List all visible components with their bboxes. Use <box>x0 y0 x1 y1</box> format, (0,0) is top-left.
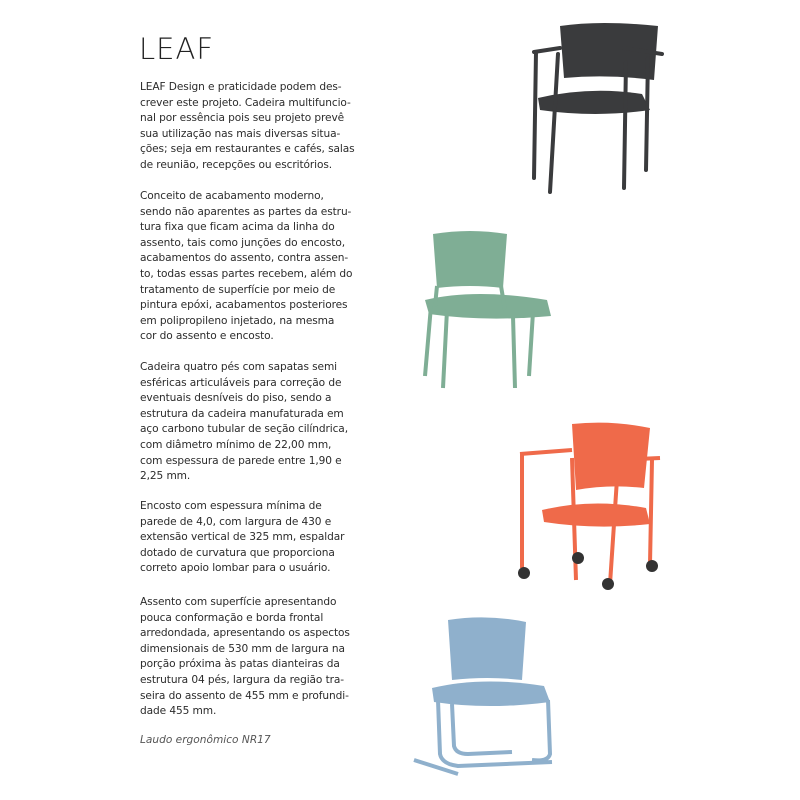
paragraph-line: eventuais desníveis do piso, sendo a <box>140 392 332 405</box>
paragraph-structure <box>140 360 380 485</box>
paragraph-line: esféricas articuláveis para correção de <box>140 376 342 389</box>
paragraph-line: crever este projeto. Cadeira multifuncio- <box>140 96 351 109</box>
paragraph-line: seira do assento de 455 mm e profundi- <box>140 689 349 702</box>
paragraph-line: LEAF Design e praticidade podem des- <box>140 81 342 93</box>
paragraph-seat <box>140 595 380 720</box>
paragraph-line: correto apoio lombar para o usuário. <box>140 562 331 575</box>
paragraph-line: tura fixa que ficam acima da linha do <box>140 221 335 234</box>
paragraph-line: cor do assento e encosto. <box>140 330 274 343</box>
paragraph-line: Assento com superfície apresentando <box>140 596 337 608</box>
paragraph-line: Encosto com espessura mínima de <box>140 500 322 512</box>
paragraph-line: sua utilização nas mais diversas situa- <box>140 127 341 140</box>
paragraph-line: estrutura da cadeira manufaturada em <box>140 407 344 420</box>
chair-image-blue <box>412 614 567 779</box>
paragraph-line: extensão vertical de 325 mm, espaldar <box>140 531 345 544</box>
paragraph-line: com espessura de parede entre 1,90 e <box>140 454 342 467</box>
paragraph-line: em polipropileno injetado, na mesma <box>140 314 335 327</box>
paragraph-line: nal por essência pois seu projeto prevê <box>140 112 345 125</box>
paragraph-line: pouca conformação e borda frontal <box>140 611 324 624</box>
paragraph-line: 2,25 mm. <box>140 470 191 483</box>
chair-image-black <box>520 18 670 198</box>
paragraph-line: Cadeira quatro pés com sapatas semi <box>140 361 338 373</box>
paragraph-line: dotado de curvatura que proporciona <box>140 546 335 559</box>
paragraph-line: com diâmetro mínimo de 22,00 mm, <box>140 438 332 451</box>
paragraph-line: porção próxima às patas dianteiras da <box>140 658 340 671</box>
ergonomic-note: Laudo ergonômico NR17 <box>140 734 271 746</box>
paragraph-intro <box>140 80 380 174</box>
paragraph-line: tratamento de superfície por meio de <box>140 283 336 296</box>
paragraph-line: parede de 4,0, com largura de 430 e <box>140 515 332 528</box>
paragraph-line: assento, tais como junções do encosto, <box>140 236 345 249</box>
paragraph-line: to, todas essas partes recebem, além do <box>140 267 353 280</box>
paragraph-line: sendo não aparentes as partes da estru- <box>140 205 352 218</box>
paragraph-line: arredondada, apresentando os aspectos <box>140 627 350 640</box>
paragraph-line: dade 455 mm. <box>140 705 217 718</box>
paragraph-line: estrutura 04 pés, largura da região tra- <box>140 673 345 686</box>
chair-image-green <box>415 226 565 391</box>
page-title: LEAF <box>139 32 214 66</box>
paragraph-line: pintura epóxi, acabamentos posteriores <box>140 299 348 312</box>
paragraph-line: Conceito de acabamento moderno, <box>140 190 324 202</box>
paragraph-line: de reunião, recepções ou escritórios. <box>140 158 333 171</box>
paragraph-line: aço carbono tubular de seção cilíndrica, <box>140 423 348 436</box>
chair-image-orange <box>512 418 667 596</box>
paragraph-finish <box>140 189 380 345</box>
paragraph-line: ções; seja em restaurantes e cafés, salas <box>140 143 355 156</box>
paragraph-backrest <box>140 499 380 577</box>
paragraph-line: dimensionais de 530 mm de largura na <box>140 642 345 655</box>
paragraph-line: acabamentos do assento, contra assen- <box>140 252 349 265</box>
